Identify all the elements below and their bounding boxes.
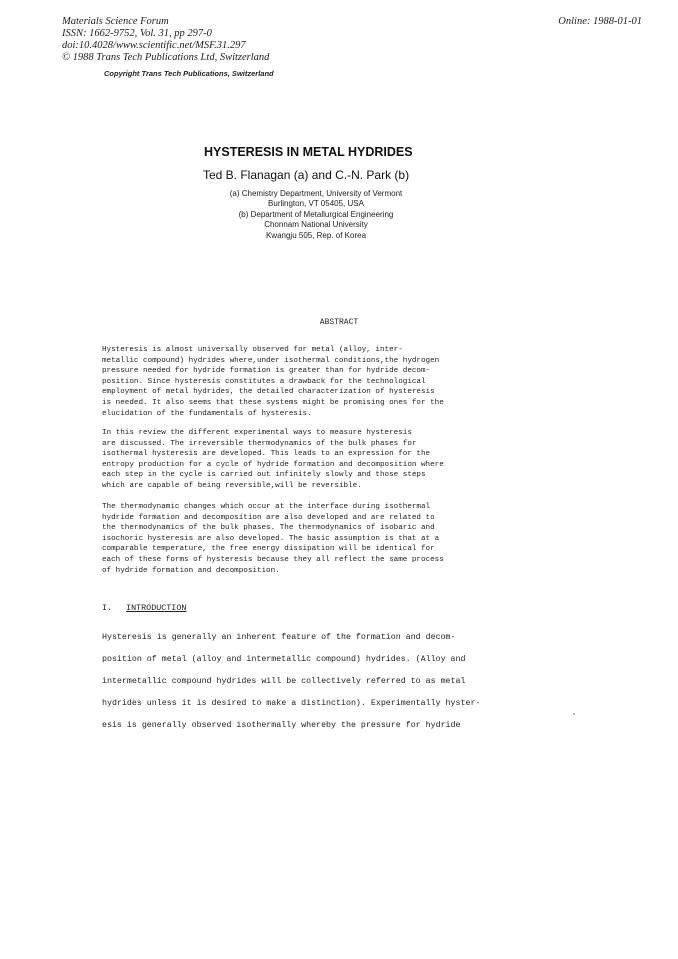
text-line: isochoric hysteresis are also developed. The basic assumption is that at a xyxy=(102,534,440,543)
text-line: comparable temperature, the free energy dissipation will be identical for xyxy=(102,545,435,554)
text-line: position of metal (alloy and intermetallic compound) hydrides. (Alloy and xyxy=(102,655,466,664)
text-line: hydrides unless it is desired to make a distinction). Experimentally hyster- xyxy=(102,699,481,708)
text-line: In this review the different experimental ways to measure hysteresis xyxy=(102,429,412,437)
text-line: employment of metal hydrides, the detailed characterization of hysteresis xyxy=(102,388,435,397)
affiliation-line: Kwangju 505, Rep. of Korea xyxy=(265,230,367,240)
paper-title: HYSTERESIS IN METAL HYDRIDES xyxy=(204,145,413,159)
abstract-paragraph-3 xyxy=(102,502,542,576)
text-line: each of these forms of hysteresis because they all reflect the same process xyxy=(102,555,444,564)
text-line: are discussed. The irreversible thermodynamics of the bulk phases for xyxy=(102,439,417,448)
affiliation-line: (a) Chemistry Department, University of Vermont xyxy=(229,189,403,198)
affiliation-line: Burlington, VT 05405, USA xyxy=(268,199,364,209)
text-line: the thermodynamics of the bulk phases. The thermodynamics of isobaric and xyxy=(102,524,435,533)
paper-authors: Ted B. Flanagan (a) and C.-N. Park (b) xyxy=(203,168,410,182)
affiliation-line: Chonnam National University xyxy=(264,220,368,230)
journal-name: Materials Science Forum xyxy=(62,16,169,27)
affiliations xyxy=(196,189,436,241)
text-line: metallic compound) hydrides where,under isothermal conditions,the hydrogen xyxy=(102,356,440,365)
section-title: INTRODUCTION xyxy=(126,603,187,613)
online-date: Online: 1988-01-01 xyxy=(558,16,642,27)
text-line: is needed. It also seems that these systems might be promising ones for the xyxy=(102,398,444,407)
text-line: elucidation of the fundamentals of hysteresis. xyxy=(102,409,312,418)
text-line: position. Since hysteresis constitutes a drawback for the technological xyxy=(102,377,426,386)
abstract-paragraph-1 xyxy=(102,345,542,419)
text-line: Hysteresis is almost universally observed for metal (alloy, inter- xyxy=(102,346,403,354)
text-line: each step in the cycle is carried out infinitely slowly and those steps xyxy=(102,471,426,480)
introduction-body xyxy=(102,627,542,737)
issn-line: ISSN: 1662-9752, Vol. 31, pp 297-0 xyxy=(62,28,212,39)
abstract-paragraph-2 xyxy=(102,428,542,492)
abstract-heading: ABSTRACT xyxy=(319,318,359,327)
affiliation-line: (b) Department of Metallurgical Engineering xyxy=(238,209,394,219)
text-line: The thermodynamic changes which occur at the interface during isothermal xyxy=(102,503,431,511)
publisher-line: © 1988 Trans Tech Publications Ltd, Switzerland xyxy=(62,52,270,63)
text-line: which are capable of being reversible,will be reversible. xyxy=(102,481,362,490)
scan-speck xyxy=(573,713,575,715)
copyright-notice: Copyright Trans Tech Publications, Switzerland xyxy=(104,69,274,78)
section-heading-introduction xyxy=(102,603,186,613)
text-line: entropy production for a cycle of hydride formation and decomposition where xyxy=(102,460,444,469)
text-line: of hydride formation and decomposition. xyxy=(102,566,280,575)
text-line: pressure needed for hydride formation is greater than for hydride decom- xyxy=(102,367,431,376)
doi-line: doi:10.4028/www.scientific.net/MSF.31.297 xyxy=(62,40,246,51)
text-line: esis is generally observed isothermally whereby the pressure for hydride xyxy=(102,721,461,730)
text-line: isothermal hysteresis are developed. This leads to an expression for the xyxy=(102,450,431,459)
journal-metadata xyxy=(62,16,269,64)
section-number: I. xyxy=(102,603,113,613)
text-line: Hysteresis is generally an inherent feature of the formation and decom- xyxy=(102,633,456,642)
text-line: hydride formation and decomposition are also developed and are related to xyxy=(102,513,435,522)
text-line: intermetallic compound hydrides will be collectively referred to as metal xyxy=(102,677,466,686)
